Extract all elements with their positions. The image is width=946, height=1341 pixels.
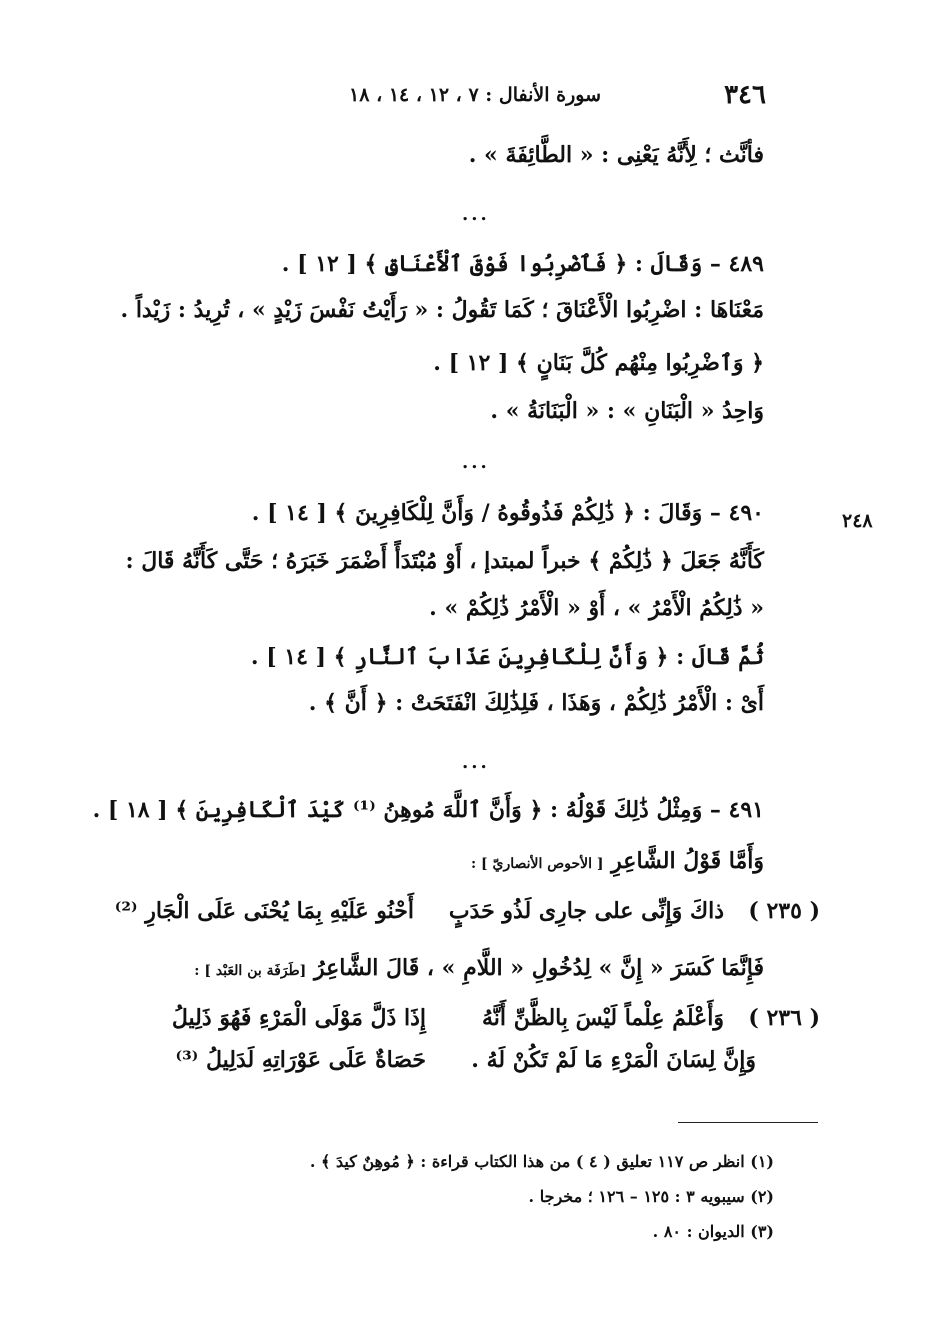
text-line: ثُمَّ قَالَ : ﴿ وَأَنَّ لِلْكَافِرِينَ عَذَابَ ٱلنَّارِ ﴾ [ ١٤ ] . <box>250 644 764 670</box>
text-line: كَأَنَّهُ جَعَلَ ﴿ ذَٰلِكُمْ ﴾ خبراً لمبتدإ ، أَوْ مُبْتَدَأً أَضْمَرَ خَبَرَهُ ؛ حَتَّى كَأَنَّهُ قَالَ : <box>125 548 764 574</box>
section-separator: ... <box>462 752 490 773</box>
poet-intro-line <box>471 848 764 874</box>
footnote-divider <box>678 1122 818 1123</box>
footnote-3: (٣) الديوان : ٨٠ . <box>652 1222 774 1241</box>
margin-number: ٢٤٨ <box>842 510 873 532</box>
verse-hemistich: وَإِنَّ لِسَانَ الْمَرْءِ مَا لَمْ تَكُنْ لَهُ . <box>471 1047 756 1073</box>
footnote-2: (٢) سيبويه ٣ : ١٢٥ – ١٢٦ ؛ مخرجا . <box>528 1187 774 1206</box>
verse-hemistich: ذاكَ وَإِنِّى على جارِى لَذُو حَدَبٍ <box>448 898 724 924</box>
footnote-1: (١) انظر ص ١١٧ تعليق ( ٤ ) من هذا الكتاب قراءة : ﴿ مُوهِنٌ كيدَ ﴾ . <box>309 1152 774 1171</box>
verse-hemistich: حَصَاةٌ عَلَى عَوْرَاتِهِ لَدَلِيلُ ⁽³⁾ <box>175 1047 426 1073</box>
poet-name: [طَرَفَة بن العَبْد ] : <box>194 963 307 979</box>
text-fragment: فَإِنَّمَا كَسَرَ « إِنَّ » لِدُخُولِ « اللَّامِ » ، قَالَ الشَّاعِرُ <box>313 955 764 981</box>
text-line: فأنَّث ؛ لِأَنَّهُ يَعْنِى : « الطَّائِفَةَ » . <box>468 142 764 168</box>
section-separator: ... <box>462 452 490 473</box>
entry-489: ٤٨٩ – وَقَالَ : ﴿ فَٱضْرِبُوا فَوْقَ ٱلْأَعْنَاقِ ﴾ [ ١٢ ] . <box>281 251 764 277</box>
text-line: ﴿ وَٱضْرِبُوا مِنْهُم كُلَّ بَنَانٍ ﴾ [ ١٢ ] . <box>433 350 764 376</box>
verse-number: ( ٢٣٥ ) <box>748 898 820 924</box>
text-line: مَعْنَاهَا : اضْرِبُوا الْأَعْنَاقَ ؛ كَمَا تَقُولُ : « رَأَيْتُ نَفْسَ زَيْدٍ » ، تُرِيدُ : زَيْداً . <box>120 297 764 323</box>
running-header: سورة الأنفال : ٧ ، ١٢ ، ١٤ ، ١٨ <box>349 84 601 106</box>
verse-hemistich: إِذَا ذَلَّ مَوْلَى الْمَرْءِ فَهُوَ ذَلِيلُ <box>171 1005 426 1031</box>
verse-hemistich: وَأَعْلَمُ عِلْماً لَيْسَ بِالظَّنِّ أَنَّهُ <box>482 1005 724 1031</box>
text-line: « ذَٰلِكُمُ الْأَمْرُ » ، أَوْ « الْأَمْرُ ذَٰلِكُمْ » . <box>429 595 764 621</box>
section-separator: ... <box>462 204 490 225</box>
poet-name: [ الأحوص الأنصاريّ ] : <box>471 856 604 872</box>
entry-491: ٤٩١ – وَمِثْلُ ذَٰلِكَ قَوْلُهُ : ﴿ وَأَنَّ ٱللَّهَ مُوهِنُ ⁽¹⁾ كَيْدَ ٱلْكَافِرِينَ ﴾ [ ١٨ ] . <box>92 797 764 823</box>
page-number: ٣٤٦ <box>724 80 766 110</box>
verse-number: ( ٢٣٦ ) <box>748 1005 820 1031</box>
poet-intro-line <box>194 955 764 981</box>
entry-490: ٤٩٠ – وَقَالَ : ﴿ ذَٰلِكُمْ فَذُوقُوهُ / وَأَنَّ لِلْكَافِرِينَ ﴾ [ ١٤ ] . <box>251 500 764 526</box>
text-line: وَاحِدُ « الْبَنَانِ » : « الْبَنَانَةُ » . <box>490 398 764 424</box>
verse-hemistich: أَحْنُو عَلَيْهِ بِمَا يُحْنَى عَلَى الْجَارِ ⁽²⁾ <box>114 898 414 924</box>
text-fragment: وَأَمَّا قَوْلُ الشَّاعِرِ <box>611 848 764 874</box>
text-line: أَىْ : الْأَمْرُ ذَٰلِكُمْ ، وَهَذَا ، فَلِذَٰلِكَ انْفَتَحَتْ : ﴿ أَنَّ ﴾ . <box>308 690 764 716</box>
